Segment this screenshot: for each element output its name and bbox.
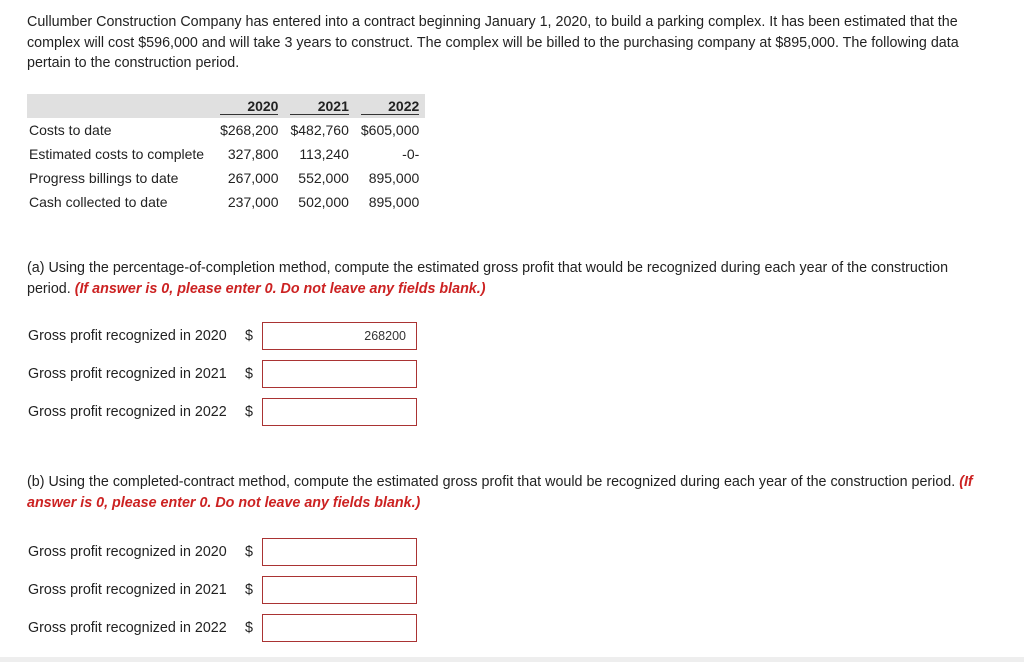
- year-header-2021: 2021: [284, 94, 354, 118]
- cell-value: $482,760: [290, 122, 349, 138]
- gross-profit-2020-input-a[interactable]: [262, 322, 417, 350]
- dollar-sign: $: [245, 582, 253, 598]
- answer-row-a-2021: [28, 358, 417, 390]
- answer-row-b-2020: [28, 536, 417, 568]
- answer-row-b-2022: [28, 612, 417, 644]
- cell-value: $268,200: [220, 122, 279, 138]
- cell-value: -0-: [402, 146, 420, 162]
- gross-profit-2022-input-a[interactable]: [262, 398, 417, 426]
- dollar-sign: $: [245, 544, 253, 560]
- part-a-question: (a) Using the percentage-of-completion method, compute the estimated gross profit that would be recognized during each year of the construction period. (If answer is 0, please enter 0. Do not leave any fields blank.): [27, 260, 949, 297]
- page-bottom-edge: [0, 657, 1024, 662]
- row-label: Cash collected to date: [29, 194, 168, 210]
- answer-label: Gross profit recognized in 2020: [28, 328, 227, 344]
- table-corner-cell: [27, 94, 214, 118]
- table-row: [27, 118, 425, 142]
- dollar-sign: $: [245, 328, 253, 344]
- year-header-2022: 2022: [355, 94, 425, 118]
- dollar-sign: $: [245, 366, 253, 382]
- answer-row-b-2021: [28, 574, 417, 606]
- gross-profit-2021-input-b[interactable]: [262, 576, 417, 604]
- cell-value: 267,000: [227, 170, 279, 186]
- gross-profit-2021-input-a[interactable]: [262, 360, 417, 388]
- cell-value: 237,000: [227, 194, 279, 210]
- gross-profit-2020-input-b[interactable]: [262, 538, 417, 566]
- cell-value: 895,000: [368, 170, 420, 186]
- cell-value: 552,000: [298, 170, 349, 186]
- year-header-2020: 2020: [214, 94, 284, 118]
- row-label: Estimated costs to complete: [29, 146, 205, 162]
- cell-value: 113,240: [299, 146, 349, 162]
- gross-profit-2022-input-b[interactable]: [262, 614, 417, 642]
- table-row: [27, 142, 425, 166]
- table-header-row: [27, 94, 425, 118]
- part-b-question: (b) Using the completed-contract method, compute the estimated gross profit that would be recognized during each year of the construction period. (If answer is 0, please enter 0. Do not leave any fields blank.): [27, 474, 973, 511]
- dollar-sign: $: [245, 620, 253, 636]
- answer-row-a-2020: [28, 320, 417, 352]
- cell-value: $605,000: [360, 122, 420, 138]
- cell-value: 895,000: [368, 194, 420, 210]
- row-label: Progress billings to date: [29, 170, 179, 186]
- part-b-instruction: (If answer is 0, please enter 0. Do not leave any fields blank.): [27, 474, 973, 511]
- problem-intro: Cullumber Construction Company has entered into a contract beginning January 1, 2020, to build a parking complex. It has been estimated that the complex will cost $596,000 and will take 3 years to construct. The complex will be billed to the purchasing company at $895,000. The following data pertain to the construction period.: [27, 14, 959, 71]
- cell-value: 327,800: [227, 146, 279, 162]
- construction-data-table: [27, 94, 425, 214]
- answer-row-a-2022: [28, 396, 417, 428]
- part-a-instruction: (If answer is 0, please enter 0. Do not leave any fields blank.): [74, 280, 486, 297]
- row-label: Costs to date: [29, 122, 112, 138]
- answer-label: Gross profit recognized in 2022: [28, 620, 227, 636]
- table-row: [27, 190, 425, 214]
- answer-label: Gross profit recognized in 2021: [28, 582, 227, 598]
- answer-label: Gross profit recognized in 2021: [28, 366, 227, 382]
- table-row: [27, 166, 425, 190]
- cell-value: 502,000: [298, 194, 349, 210]
- dollar-sign: $: [245, 404, 253, 420]
- answer-label: Gross profit recognized in 2022: [28, 404, 227, 420]
- answer-label: Gross profit recognized in 2020: [28, 544, 227, 560]
